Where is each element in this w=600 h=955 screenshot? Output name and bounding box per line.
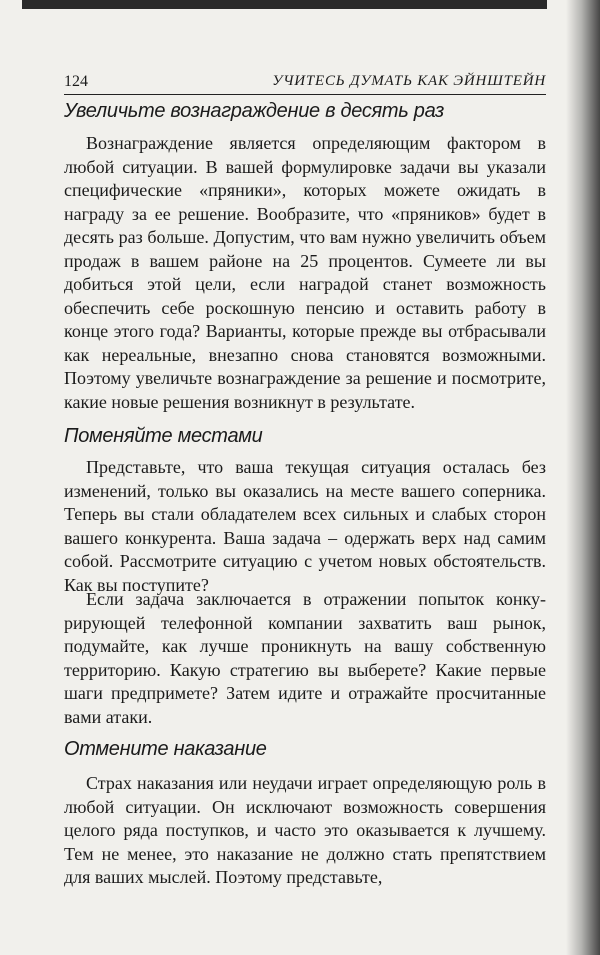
book-spine-shadow — [566, 0, 600, 955]
running-header — [64, 70, 546, 95]
running-title: УЧИТЕСЬ ДУМАТЬ КАК ЭЙНШТЕЙН — [272, 73, 546, 89]
paragraph-punishment: Страх наказания или неудачи играет определяющую роль в любой ситуации. Он исключают возможность совершения целого ряда поступков, и часто это оказывается к лучшему. Тем не менее, это наказание не должно стать препятствием для ваших мыслей. Поэтому представьте, — [64, 773, 546, 887]
paragraph-reward: Вознаграждение является определяющим фактором в любой ситуации. В вашей формулировке задачи вы указали специфические «пряники», которых можете ожидать в награду за ее решение. Вообразите, что «пряников» будет в десять раз больше. Допустим, что вам нужно увеличить объем продаж в вашем районе на 25 процентов. Сумеете ли вы добиться этой цели, если наградой станет возможность обеспечить себе роскошную пенсию и оставить работу в конце этого года? Варианты, которые прежде вы отбрасывали как нереальные, внезапно снова становятся возможными. Поэтому увеличьте вознаграждение за решение и посмотрите, какие новые решения возникнут в результате. — [64, 133, 546, 412]
top-edge-rule — [22, 0, 547, 9]
section-heading-swap: Поменяйте местами — [64, 425, 263, 447]
paragraph-swap-2: Если задача заключается в отражении попыток конкурирующей телефонной компании захватить ваш рынок, подумайте, как лучше проникнуть на вашу собственную территорию. Какую стратегию вы выберете? Какие первые шаги предпримете? Затем идите и отражайте просчитанные вами атаки. — [64, 589, 546, 727]
section-heading-punishment: Отмените наказание — [64, 738, 267, 760]
page-number: 124 — [64, 73, 88, 90]
paragraph-swap-1: Представьте, что ваша текущая ситуация осталась без изменений, только вы оказались на месте вашего соперника. Теперь вы стали обладателем всех сильных и слабых сторон вашего конкурента. Ваша задача – одержать верх над самим собой. Рассмотрите ситуацию с учетом новых обстоятельств. Как вы поступите? — [64, 457, 546, 595]
section-heading-reward: Увеличьте вознаграждение в десять раз — [64, 100, 444, 122]
